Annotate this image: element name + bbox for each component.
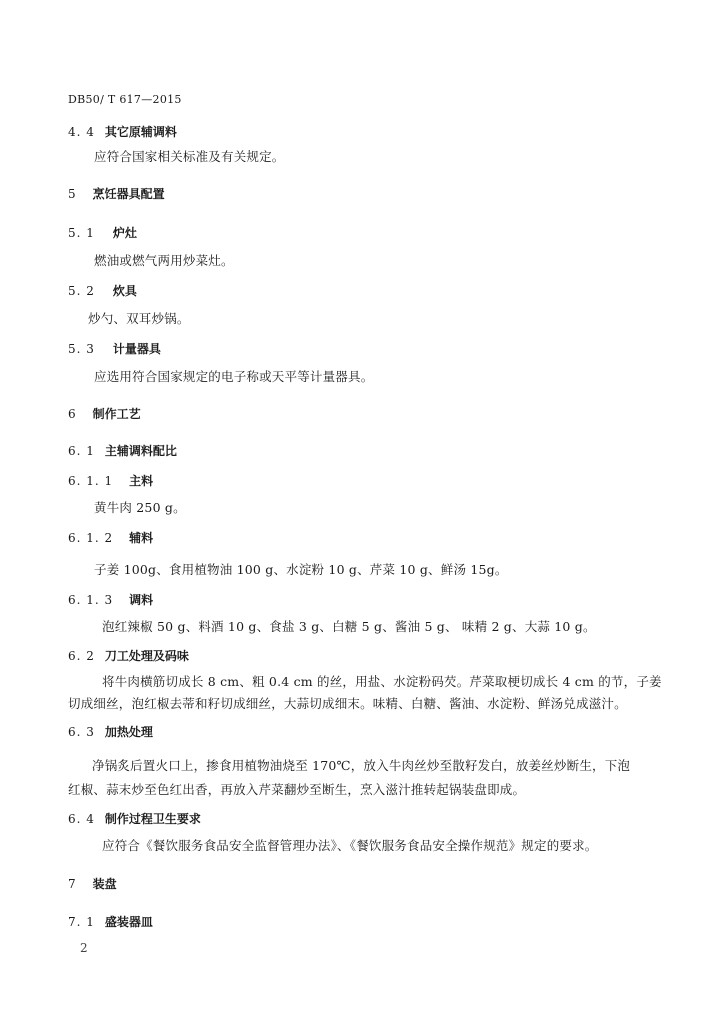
section-heading	[68, 914, 153, 930]
section-title: 装盘	[92, 877, 117, 891]
section-heading	[68, 124, 177, 140]
section-number: 6. 1. 2	[68, 531, 114, 545]
paragraph: 泡红辣椒 50 g、料酒 10 g、食盐 3 g、白糖 5 g、酱油 5 g、 味精 2 g、大蒜 10 g。	[102, 619, 596, 634]
section-heading	[68, 186, 165, 202]
section-heading	[68, 443, 177, 459]
section-heading	[68, 473, 153, 489]
paragraph: 子姜 100g、食用植物油 100 g、水淀粉 10 g、芹菜 10 g、鲜汤 15g。	[94, 562, 508, 577]
section-heading	[68, 648, 189, 664]
section-title: 计量器具	[112, 342, 161, 356]
section-heading	[68, 225, 137, 241]
section-title: 制作工艺	[92, 407, 141, 421]
section-title: 制作过程卫生要求	[104, 812, 201, 826]
section-number: 6. 3	[68, 725, 95, 739]
section-heading	[68, 811, 201, 827]
section-title: 盛装器皿	[104, 915, 153, 929]
paragraph: 黄牛肉 250 g。	[94, 500, 186, 515]
section-heading	[68, 341, 161, 357]
section-number: 5. 2	[68, 284, 95, 298]
section-heading	[68, 592, 153, 608]
section-title: 辅料	[129, 531, 154, 545]
section-title: 主辅调料配比	[104, 444, 177, 458]
section-number: 6. 4	[68, 812, 95, 826]
paragraph-line: 净锅炙后置火口上，掺食用植物油烧至 170℃，放入牛肉丝炒至散籽发白，放姜丝炒断生，下泡	[92, 758, 631, 773]
paragraph: 应符合国家相关标准及有关规定。	[94, 149, 285, 164]
section-number: 7	[68, 877, 77, 891]
section-number: 6. 2	[68, 649, 95, 663]
document-code: DB50/ T 617—2015	[68, 93, 182, 106]
section-number: 6. 1. 1	[68, 474, 114, 488]
section-number: 6	[68, 407, 77, 421]
page-number: 2	[80, 941, 88, 955]
section-title: 其它原辅调料	[104, 125, 177, 139]
section-heading	[68, 283, 137, 299]
paragraph: 炒勺、双耳炒锅。	[88, 311, 190, 326]
section-number: 7. 1	[68, 915, 95, 929]
section-heading	[68, 876, 117, 892]
section-number: 5	[68, 187, 77, 201]
section-title: 刀工处理及码味	[104, 649, 189, 663]
section-number: 6. 1	[68, 444, 95, 458]
section-title: 加热处理	[104, 725, 153, 739]
paragraph: 燃油或燃气两用炒菜灶。	[94, 253, 234, 268]
paragraph-line: 切成细丝，泡红椒去蒂和籽切成细丝，大蒜切成细末。味精、白糖、酱油、水淀粉、鲜汤兑成滋汁。	[68, 696, 627, 711]
section-number: 5. 3	[68, 342, 95, 356]
section-title: 主料	[129, 474, 154, 488]
section-title: 炊具	[112, 284, 137, 298]
section-heading	[68, 530, 153, 546]
section-heading	[68, 724, 153, 740]
paragraph: 应符合《餐饮服务食品安全监督管理办法》、《餐饮服务食品安全操作规范》规定的要求。	[102, 838, 598, 853]
section-title: 烹饪器具配置	[92, 187, 165, 201]
paragraph: 应选用符合国家规定的电子称或天平等计量器具。	[94, 369, 374, 384]
paragraph-line: 红椒、蒜末炒至色红出香，再放入芹菜翻炒至断生，烹入滋汁推转起锅装盘即成。	[68, 782, 526, 797]
paragraph-line: 将牛肉横筋切成长 8 cm、粗 0.4 cm 的丝，用盐、水淀粉码芡。芹菜取梗切成长 4 cm 的节，子姜	[102, 674, 662, 689]
section-number: 6. 1. 3	[68, 593, 114, 607]
section-title: 调料	[129, 593, 154, 607]
section-heading	[68, 406, 141, 422]
section-title: 炉灶	[112, 226, 137, 240]
section-number: 5. 1	[68, 226, 95, 240]
section-number: 4. 4	[68, 125, 95, 139]
